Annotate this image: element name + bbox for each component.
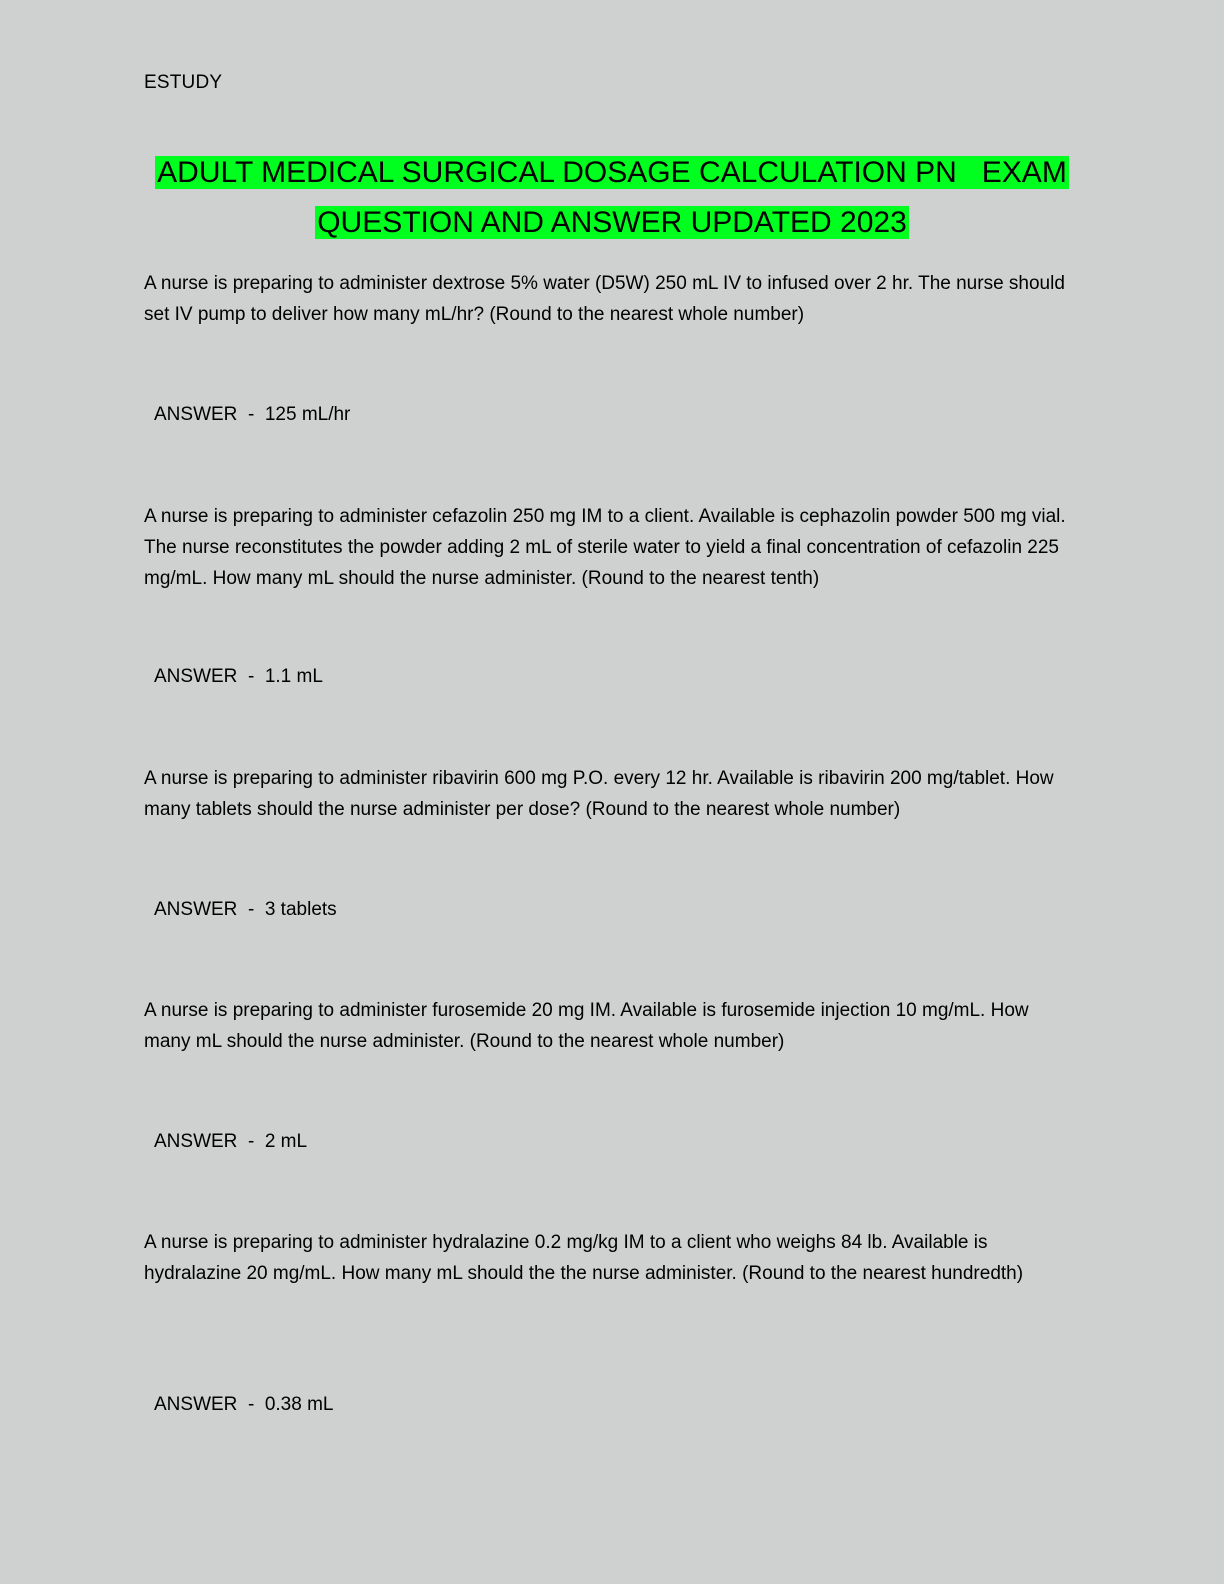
qa-item-1 — [144, 268, 1080, 425]
answer-text: ANSWER - 125 mL/hr — [154, 404, 351, 425]
question-text: A nurse is preparing to administer hydralazine 0.2 mg/kg IM to a client who weighs 84 lb. Available is hydralazine 20 mg/mL. How many mL should the the nurse administer. (Round to the nearest hundredth) — [144, 1232, 1024, 1284]
question-text: A nurse is preparing to administer cefazolin 250 mg IM to a client. Available is cephazolin powder 500 mg vial. The nurse reconstitutes the powder adding 2 mL of sterile water to yield a final concentration of cefazolin 225 mg/mL. How many mL should the nurse administer. (Round to the nearest tenth) — [144, 506, 1066, 589]
answer-text: ANSWER - 3 tablets — [154, 899, 337, 920]
question-text: A nurse is preparing to administer furosemide 20 mg IM. Available is furosemide injection 10 mg/mL. How many mL should the nurse administer. (Round to the nearest whole number) — [144, 1000, 1029, 1052]
header-label: ESTUDY — [144, 72, 223, 93]
title-line-2: QUESTION AND ANSWER UPDATED 2023 — [317, 206, 907, 239]
qa-item-5 — [144, 1227, 1080, 1415]
question-text: A nurse is preparing to administer ribavirin 600 mg P.O. every 12 hr. Available is ribavirin 200 mg/tablet. How many tablets should the nurse administer per dose? (Round to the nearest whole number) — [144, 768, 1054, 820]
answer-text: ANSWER - 2 mL — [154, 1131, 308, 1152]
question-text: A nurse is preparing to administer dextrose 5% water (D5W) 250 mL IV to infused over 2 hr. The nurse should set IV pump to deliver how many mL/hr? (Round to the nearest whole number) — [144, 273, 1065, 325]
qa-item-4 — [144, 995, 1080, 1152]
title-line-1: ADULT MEDICAL SURGICAL DOSAGE CALCULATION PN EXAM — [157, 156, 1067, 189]
answer-text: ANSWER - 1.1 mL — [154, 666, 323, 687]
answer-text: ANSWER - 0.38 mL — [154, 1394, 334, 1415]
document-title — [144, 148, 1080, 248]
qa-item-2 — [144, 501, 1080, 687]
qa-item-3 — [144, 763, 1080, 920]
